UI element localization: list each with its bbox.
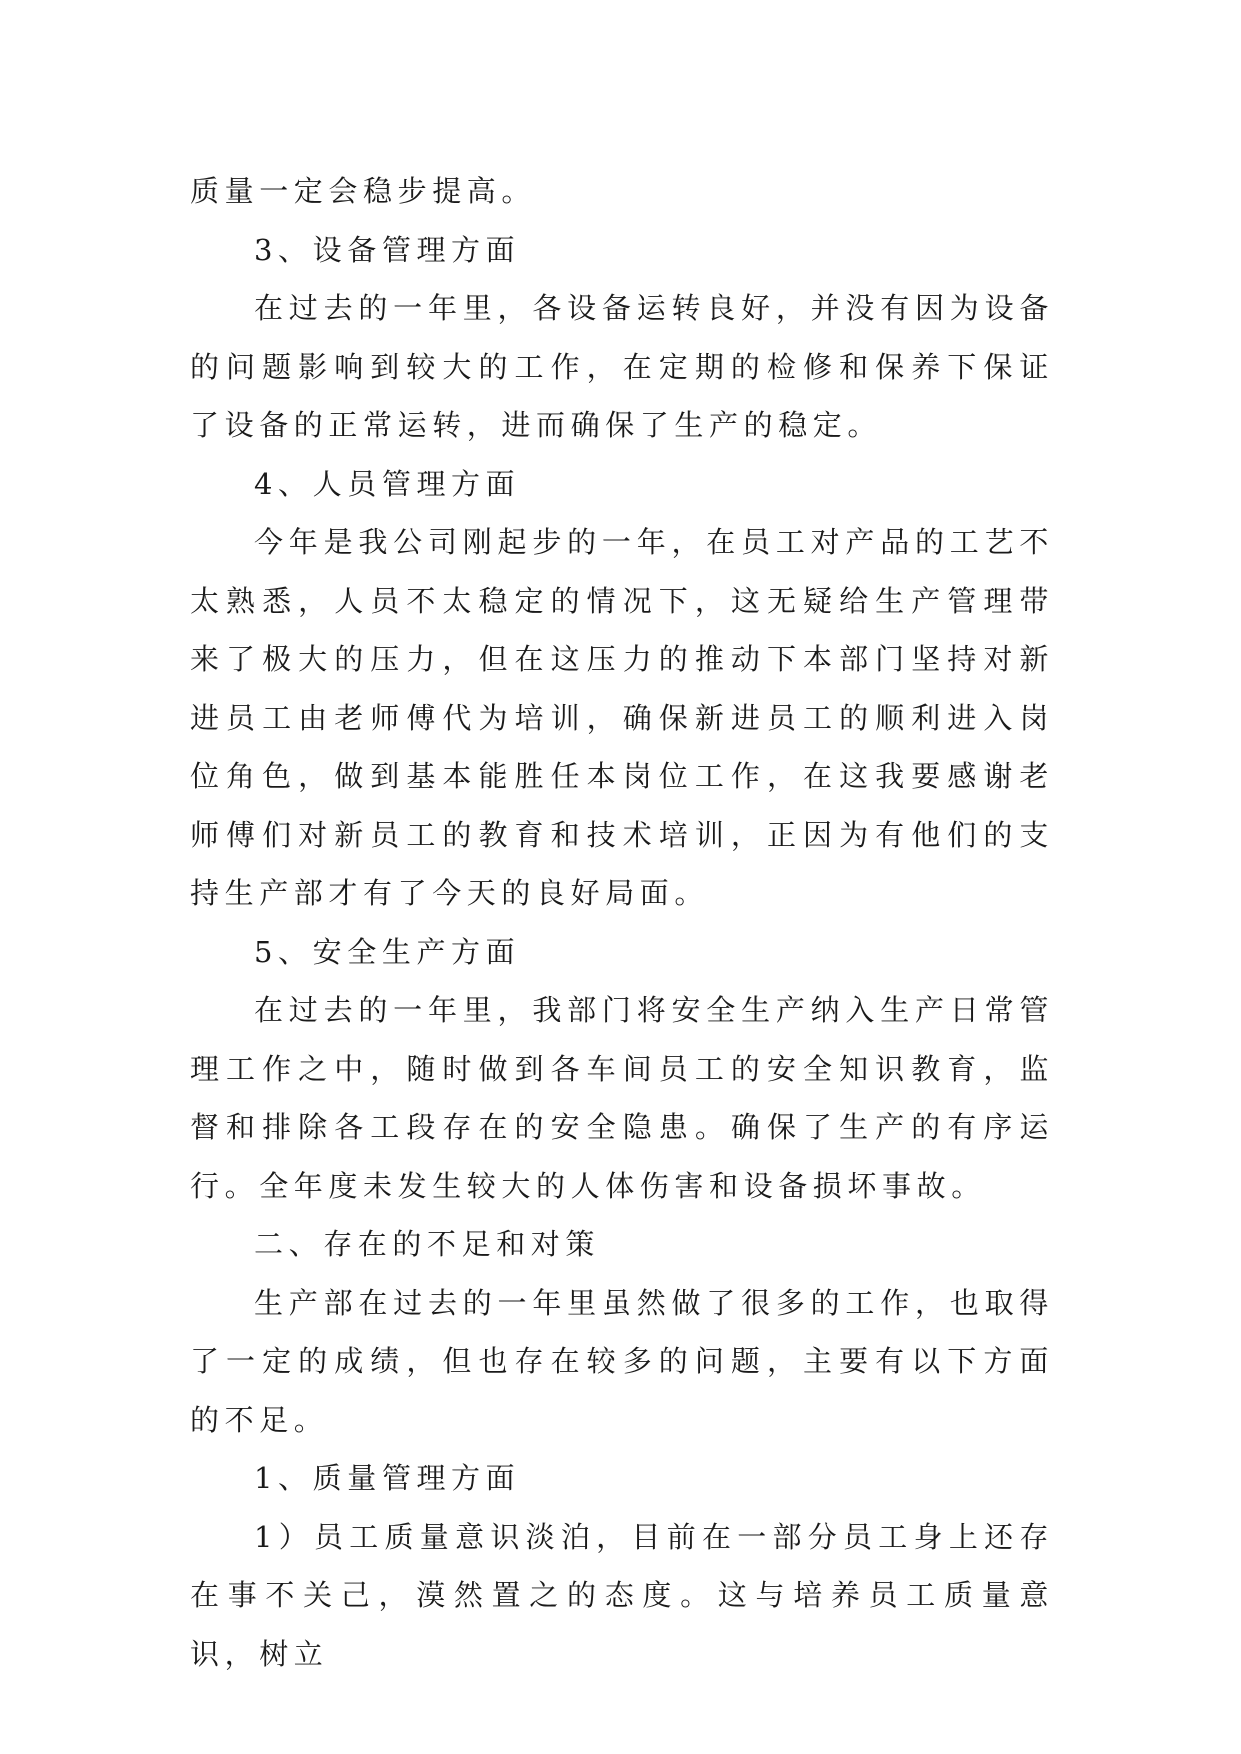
section-heading-safety: 5、安全生产方面	[254, 934, 521, 969]
paragraph-quality-1: 1）员工质量意识淡泊，目前在一部分员工身上还存在事不关己，漠然置之的态度。这与培养员工质量意识，树立	[190, 1519, 1054, 1671]
paragraph-personnel: 今年是我公司刚起步的一年，在员工对产品的工艺不太熟悉，人员不太稳定的情况下，这无疑给生产管理带来了极大的压力，但在这压力的推动下本部门坚持对新进员工由老师傅代为培训，确保新进员工的顺利进入岗位角色，做到基本能胜任本岗位工作，在这我要感谢老师傅们对新员工的教育和技术培训，正因为有他们的支持生产部才有了今天的良好局面。	[190, 525, 1054, 910]
paragraph-equipment: 在过去的一年里，各设备运转良好，并没有因为设备的问题影响到较大的工作，在定期的检修和保养下保证了设备的正常运转，进而确保了生产的稳定。	[190, 291, 1054, 442]
section-heading-quality: 1、质量管理方面	[254, 1461, 521, 1495]
paragraph-safety: 在过去的一年里，我部门将安全生产纳入生产日常管理工作之中，随时做到各车间员工的安全知识教育，监督和排除各工段存在的安全隐患。确保了生产的有序运行。全年度未发生较大的人体伤害和设备损坏事故。	[190, 993, 1054, 1203]
section-heading-equipment: 3、设备管理方面	[254, 232, 521, 267]
paragraph-shortcomings: 生产部在过去的一年里虽然做了很多的工作，也取得了一定的成绩，但也存在较多的问题，主要有以下方面的不足。	[190, 1285, 1054, 1437]
document-body	[190, 162, 1054, 1683]
paragraph-continuation: 质量一定会稳步提高。	[190, 174, 537, 208]
section-heading-personnel: 4、人员管理方面	[254, 466, 521, 501]
section-heading-shortcomings: 二、存在的不足和对策	[254, 1227, 601, 1261]
